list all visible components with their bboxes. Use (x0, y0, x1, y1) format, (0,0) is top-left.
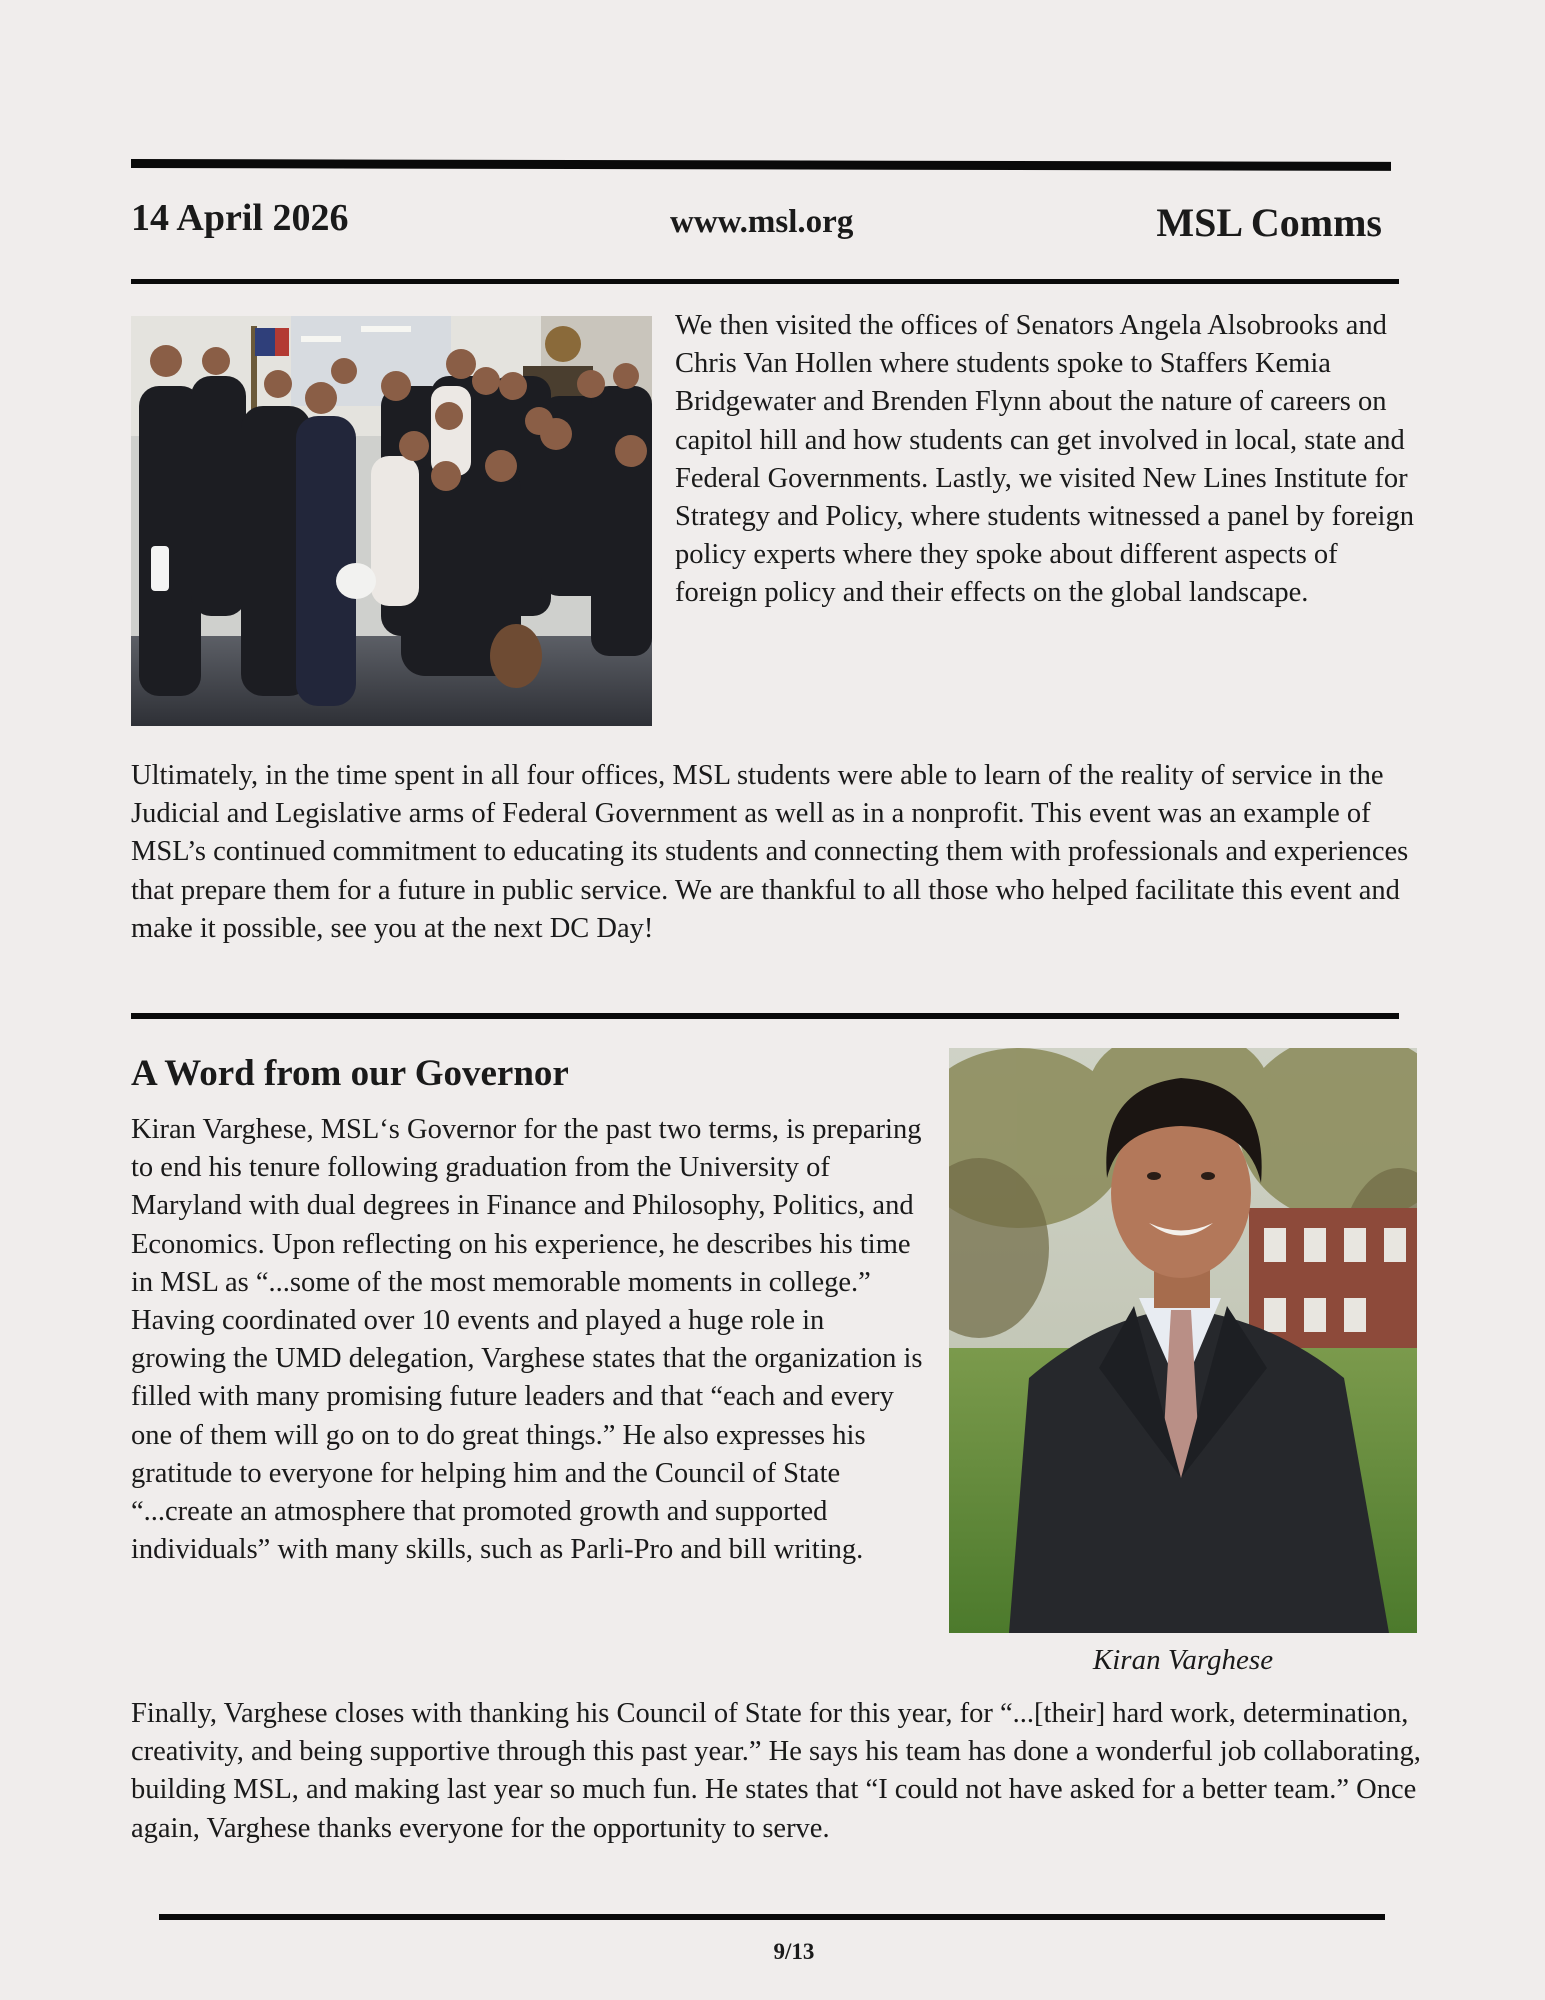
section-divider (131, 1013, 1399, 1019)
website-link[interactable]: www.msl.org (670, 204, 854, 240)
group-photo (131, 316, 652, 726)
governor-heading: A Word from our Governor (131, 1053, 569, 1094)
governor-portrait (949, 1048, 1417, 1633)
governor-paragraph-2: Finally, Varghese closes with thanking his Council of State for this year, for “...[their] hard work, determination, creativity, and being supportive through this past year.” He says his team has done a wonderful job collaborating, building MSL, and making last year so much fun. He states that “I could not have asked for a better team.” Once again, Varghese thanks everyone for the opportunity to serve. (131, 1698, 1421, 1844)
governor-paragraph-1: Kiran Varghese, MSL‘s Governor for the past two terms, is preparing to end his tenure following graduation from the University of Maryland with dual degrees in Finance and Philosophy, Politics, and Economics. Upon reflecting on his experience, he describes his time in MSL as “...some of the most memorable moments in college.” Having coordinated over 10 events and played a huge role in growing the UMD delegation, Varghese states that the organization is filled with many promising future leaders and that “each and every one of them will go on to do great things.” He also expresses his gratitude to everyone for helping him and the Council of State “...create an atmosphere that promoted growth and supported individuals” with many skills, such as Parli-Pro and bill writing. (131, 1114, 923, 1566)
publisher-name: MSL Comms (1156, 200, 1382, 245)
header-rule (131, 279, 1399, 284)
top-rule (131, 159, 1391, 171)
page-number: 9/13 (773, 1939, 815, 1964)
portrait-caption: Kiran Varghese (1092, 1644, 1274, 1676)
visit-closing-paragraph: Ultimately, in the time spent in all four offices, MSL students were able to learn of the reality of service in the Judicial and Legislative arms of Federal Government as well as in a nonprofit. This event was an example of MSL’s continued commitment to educating its students and connecting them with professionals and experiences that prepare them for a future in public service. We are thankful to all those who helped facilitate this event and make it possible, see you at the next DC Day! (131, 760, 1409, 944)
issue-date: 14 April 2026 (131, 197, 349, 239)
visit-side-paragraph: We then visited the offices of Senators Angela Alsobrooks and Chris Van Hollen where students spoke to Staffers Kemia Bridgewater and Brenden Flynn about the nature of careers on capitol hill and how students can get involved in local, state and Federal Governments. Lastly, we visited New Lines Institute for Strategy and Policy, where students witnessed a panel by foreign policy experts where they spoke about different aspects of foreign policy and their effects on the global landscape. (675, 310, 1414, 609)
footer-rule (159, 1914, 1385, 1920)
